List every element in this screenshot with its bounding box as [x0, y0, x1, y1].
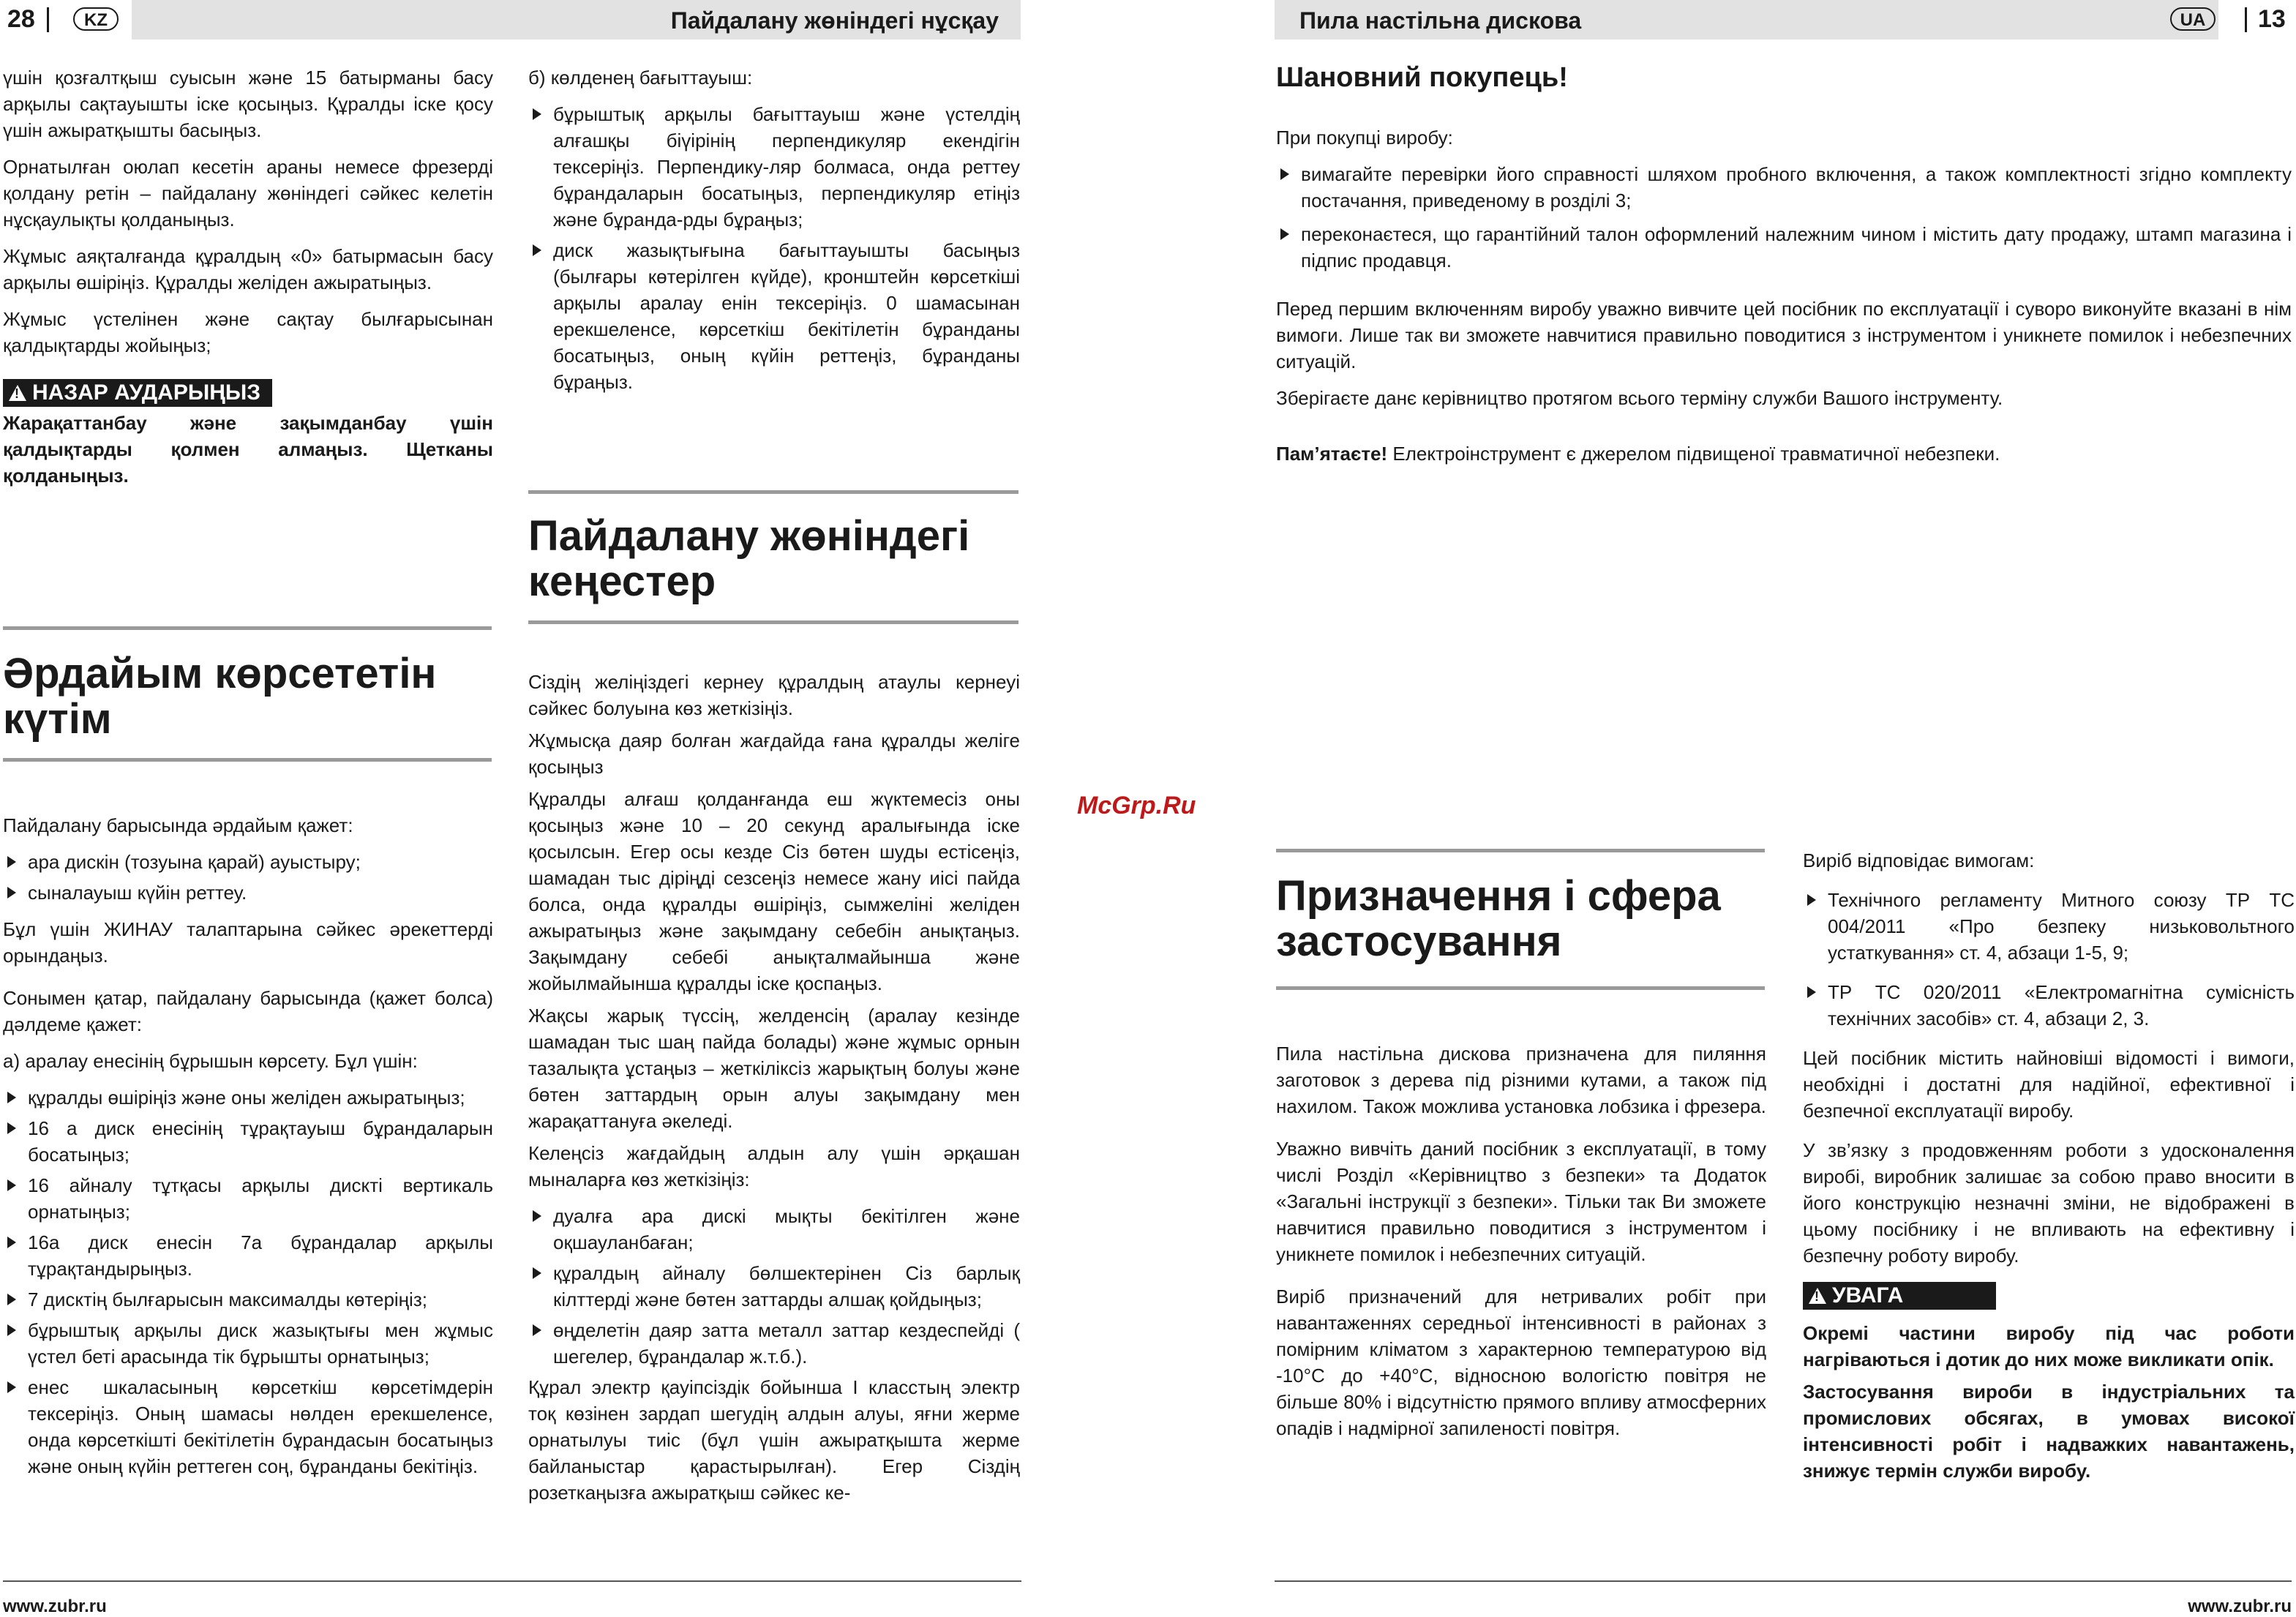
list-item: диск жазықтығына бағыттауышты басыңыз (былғары көтерілген күйде), кронштейн көрсеткіші арқылы аралау енін тексеріңіз. 0 шамасынан ерекшеленсе, көрсеткіш бекітілетін бұранданы босатыңыз, оның күйін реттеңіз, бұранданы бұраңыз. — [528, 237, 1020, 395]
footer-link[interactable]: www.zubr.ru — [2188, 1597, 2292, 1616]
list-item: дуалға ара дискі мықты бекітілген және оқшауланбаған; — [528, 1203, 1020, 1256]
left-column-2-lower — [528, 669, 1020, 1516]
remember-label: Пам’ятаєте! — [1276, 443, 1388, 465]
list-item: Технічного регламенту Митного союзу ТР ТС 004/2011 «Про безпеку низьковольтного устаткування» ст. 4, абзаци 1-5, 9; — [1803, 887, 2295, 966]
left-column-1 — [3, 64, 493, 499]
paragraph: Келеңсіз жағдайдың алдын алу үшін әрқашан мыналарға көз жеткізіңіз: — [528, 1142, 1020, 1190]
paragraph: а) аралау енесінің бұрышын көрсету. Бұл үшін: — [3, 1050, 418, 1072]
greeting: Шановний покупець! — [1276, 62, 1568, 93]
warning-icon — [1809, 1288, 1826, 1304]
list-item: құралды өшіріңіз және оны желіден ажыратыңыз; — [3, 1084, 493, 1111]
paragraph: Виріб призначений для нетривалих робіт при навантаженнях середньої інтенсивності в районах з помірним кліматом з характерною температурою від -10°С до +40°С, відносною вологістю повітря не більше 80% і відсутністю прямого впливу атмосферних опадів і надмірної запиленості повітря. — [1276, 1286, 1766, 1439]
section-rule — [1276, 849, 1765, 852]
list-item: енес шкаласының көрсеткіш көрсетімдерін тексеріңіз. Оның шамасы нөлден ерекшеленсе, онда көрсеткішті бекітілетін бұрандасын босатыңыз және оның күйін реттеген соң, бұранданы бекітіңіз. — [3, 1374, 493, 1479]
footer-link[interactable]: www.zubr.ru — [3, 1597, 107, 1616]
paragraph: Жұмыс аяқталғанда құралдың «0» батырмасын басу арқылы өшіріңіз. Құралды желіден ажыратыңыз. — [3, 245, 493, 293]
section-heading: Призначення і сфера застосування — [1276, 872, 1721, 965]
header-divider — [2245, 7, 2247, 32]
page-number: 28 — [7, 5, 35, 33]
section-heading: Әрдайым көрсететін күтім — [3, 650, 437, 743]
page-number: 13 — [2258, 5, 2286, 33]
warning-icon — [9, 385, 26, 401]
section-rule — [528, 620, 1018, 624]
list-item: 16а диск енесін 7а бұрандалар арқылы тұрақтандырыңыз. — [3, 1229, 493, 1282]
paragraph: У зв’язку з продовженням роботи з удосконалення виробі, виробник залишає за собою право вносити в його конструкцію незначні зміни, не відображені в цьому посібнику і не впливають на ефективну і безпечну роботу виробу. — [1803, 1139, 2295, 1267]
right-column-2 — [1803, 847, 2295, 1494]
paragraph: Уважно вивчіть даний посібник з експлуатації, в тому числі Розділ «Керівництво з безпеки» та Додаток «Загальні інструкції з безпеки». Тільки так Ви зможете навчитися правильно поводитися з інструментом і уникнете помилок і небезпечних ситуацій. — [1276, 1138, 1766, 1265]
paragraph: Бұл үшін ЖИНАУ талаптарына сәйкес әрекеттерді орындаңыз. — [3, 918, 493, 967]
watermark: McGrp.Ru — [1077, 792, 1196, 819]
warning-text: Окремі частини виробу під час роботи нагріваються і дотик до них може викликати опік. — [1803, 1322, 2295, 1370]
list-item: бұрыштық арқылы диск жазықтығы мен жұмыс үстел беті арасында тік бұрышты орнатыңыз; — [3, 1317, 493, 1370]
section-rule — [528, 490, 1018, 494]
section-rule — [3, 626, 492, 630]
warning-text: Жарақаттанбау және зақымданбау үшін қалдықтарды қолмен алмаңыз. Щетканы қолданыңыз. — [3, 412, 493, 487]
right-column-1 — [1276, 1040, 1766, 1452]
warning-label: !НАЗАР АУДАРЫҢЫЗ — [3, 379, 272, 407]
paragraph: Цей посібник містить найновіші відомості і вимоги, необхідні і достатні для надійної, ефективної і безпечної експлуатації виробу. — [1803, 1047, 2295, 1122]
list-item: өңделетін даяр затта металл заттар кездеспейді ( шегелер, бұрандалар ж.т.б.). — [528, 1317, 1020, 1370]
left-column-2 — [528, 64, 1020, 405]
list-item: бұрыштық арқылы бағыттауыш және үстелдің алғашқы біүірінің перпендикуляр екендігін тексеріңіз. Перпендику-ляр болмаса, онда реттеу бұрандаларын босатыңыз, перпендикуляр етіңіз және бұранда-рды бұраңыз; — [528, 101, 1020, 233]
list-item: ТР ТС 020/2011 «Електромагнітна сумісність технічних засобів» ст. 4, абзаци 2, 3. — [1803, 979, 2295, 1032]
right-intro — [1276, 60, 2292, 477]
list-item: сыналауыш күйін реттеу. — [3, 879, 493, 906]
paragraph: Жұмысқа даяр болған жағдайда ғана құралды желіге қосыңыз — [528, 729, 1020, 778]
header-band — [132, 0, 1021, 40]
warning-text: Застосування вироби в індустріальних та промислових обсягах, в умовах високої інтенсивності робіт і надважких навантажень, знижує термін служби виробу. — [1803, 1381, 2295, 1482]
list-item: құралдың айналу бөлшектерінен Сіз барлық кілттерді және бөтен заттарды алшақ қойдыңыз; — [528, 1260, 1020, 1313]
list-item: вимагайте перевірки його справності шляхом пробного включення, а також комплектності згідно комплекту постачання, приведеному в розділі 3; — [1276, 161, 2292, 214]
paragraph: үшін қозғалтқыш суысын және 15 батырманы басу арқылы сақтауышты іске қосыңыз. Құралды іске қосу үшін ажыратқышты басыңыз. — [3, 67, 493, 141]
footer-rule — [1275, 1580, 2292, 1582]
section-heading: Пайдалану жөніндегі кеңестер — [528, 512, 970, 605]
list-item: 16 айналу тұтқасы арқылы дискті вертикаль орнатыңыз; — [3, 1172, 493, 1225]
section-rule — [1276, 986, 1765, 990]
header-title: Пайдалану жөніндегі нұсқау — [670, 7, 999, 34]
paragraph: Виріб відповідає вимогам: — [1803, 849, 2035, 871]
paragraph: Жұмыс үстелінен және сақтау былғарысынан қалдықтарды жойыңыз; — [3, 308, 493, 356]
paragraph: Пам’ятаєте! Електроінструмент є джерелом підвищеної травматичної небезпеки. — [1276, 443, 2000, 465]
language-badge: KZ — [73, 7, 119, 31]
paragraph: б) көлденең бағыттауыш: — [528, 67, 753, 89]
section-rule — [3, 758, 492, 762]
paragraph: Пила настільна дискова призначена для пиляння заготовок з дерева під різними кутами, а також під нахилом. Також можлива установка лобзика і фрезера. — [1276, 1043, 1766, 1117]
language-badge: UA — [2170, 7, 2216, 31]
header-divider — [47, 7, 49, 32]
paragraph: Сіздің желіңіздегі кернеу құралдың атаулы кернеуі сәйкес болуына көз жеткізіңіз. — [528, 671, 1020, 719]
list-item: ара дискін (тозуына қарай) ауыстыру; — [3, 849, 493, 875]
warning-block — [1803, 1282, 2295, 1310]
list-item: 7 дисктің былғарысын максималды көтеріңіз; — [3, 1286, 493, 1313]
warning-label: !УВАГА — [1803, 1282, 1996, 1310]
warning-block — [3, 379, 493, 489]
paragraph: Құралды алғаш қолданғанда еш жүктемесіз оны қосыңыз және 10 – 20 секунд аралығында іске қосылсын. Егер осы кезде Сіз бөтен шуды естісеңіз, шамадан тыс діріңді сезсеңіз немесе жану иісі пайда болса, онда құралды өшіріңіз, сымжеліні желіден ажыратыңыз және зақымдану себебін анықтаңыз. Зақымдану себебі анықталмайынша және жойылмайынша құралды іске қоспаңыз. — [528, 788, 1020, 994]
list-item: переконаєтеся, що гарантійний талон оформлений належним чином і містить дату продажу, штамп магазина і підпис продавця. — [1276, 221, 2292, 274]
header-band — [1275, 0, 2218, 40]
list-item: 16 а диск енесінің тұрақтауыш бұрандаларын босатыңыз; — [3, 1115, 493, 1168]
header-title: Пила настільна дискова — [1299, 7, 1582, 34]
paragraph: Пайдалану барысында әрдайым қажет: — [3, 814, 353, 836]
footer-rule — [3, 1580, 1021, 1582]
paragraph: При покупці виробу: — [1276, 127, 1453, 149]
paragraph: Перед першим включенням виробу уважно вивчите цей посібник по експлуатації і суворо виконуйте вказані в нім вимоги. Лише так ви зможете навчитися правильно поводитися з інструментом і уникнете помилок і небезпечних ситуацій. — [1276, 298, 2292, 372]
paragraph: Сонымен қатар, пайдалану барысында (қажет болса) дәлдеме қажет: — [3, 987, 493, 1035]
paragraph: Орнатылған оюлап кесетін араны немесе фрезерді қолдану ретін – пайдалану жөніндегі сәйкес келетін нұсқаулықты қолданыңыз. — [3, 156, 493, 230]
paragraph: Құрал электр қауіпсіздік бойынша I класстың электр тоқ көзінен зардап шегудің алдын алуы, яғни жерме орнатылуы тиіс (бұл үшін ажыратқышта жерме байланыстар қарастырылған). Егер Сіздің розеткаңызға ажыратқыш сәйкес ке- — [528, 1376, 1020, 1504]
paragraph: Зберігаєте данє керівництво протягом всього терміну служби Вашого інструменту. — [1276, 387, 2003, 409]
paragraph: Жақсы жарық түссің, желденсің (аралау кезінде шамадан тыс шаң пайда болады) және жұмыс орнын тазалықта ұстаңыз – жеткіліксіз жарықтың болуы және бөтен заттардың орын алуы зақымдану мен жарақаттануға әкеледі. — [528, 1005, 1020, 1132]
left-column-1-lower — [3, 812, 493, 1484]
